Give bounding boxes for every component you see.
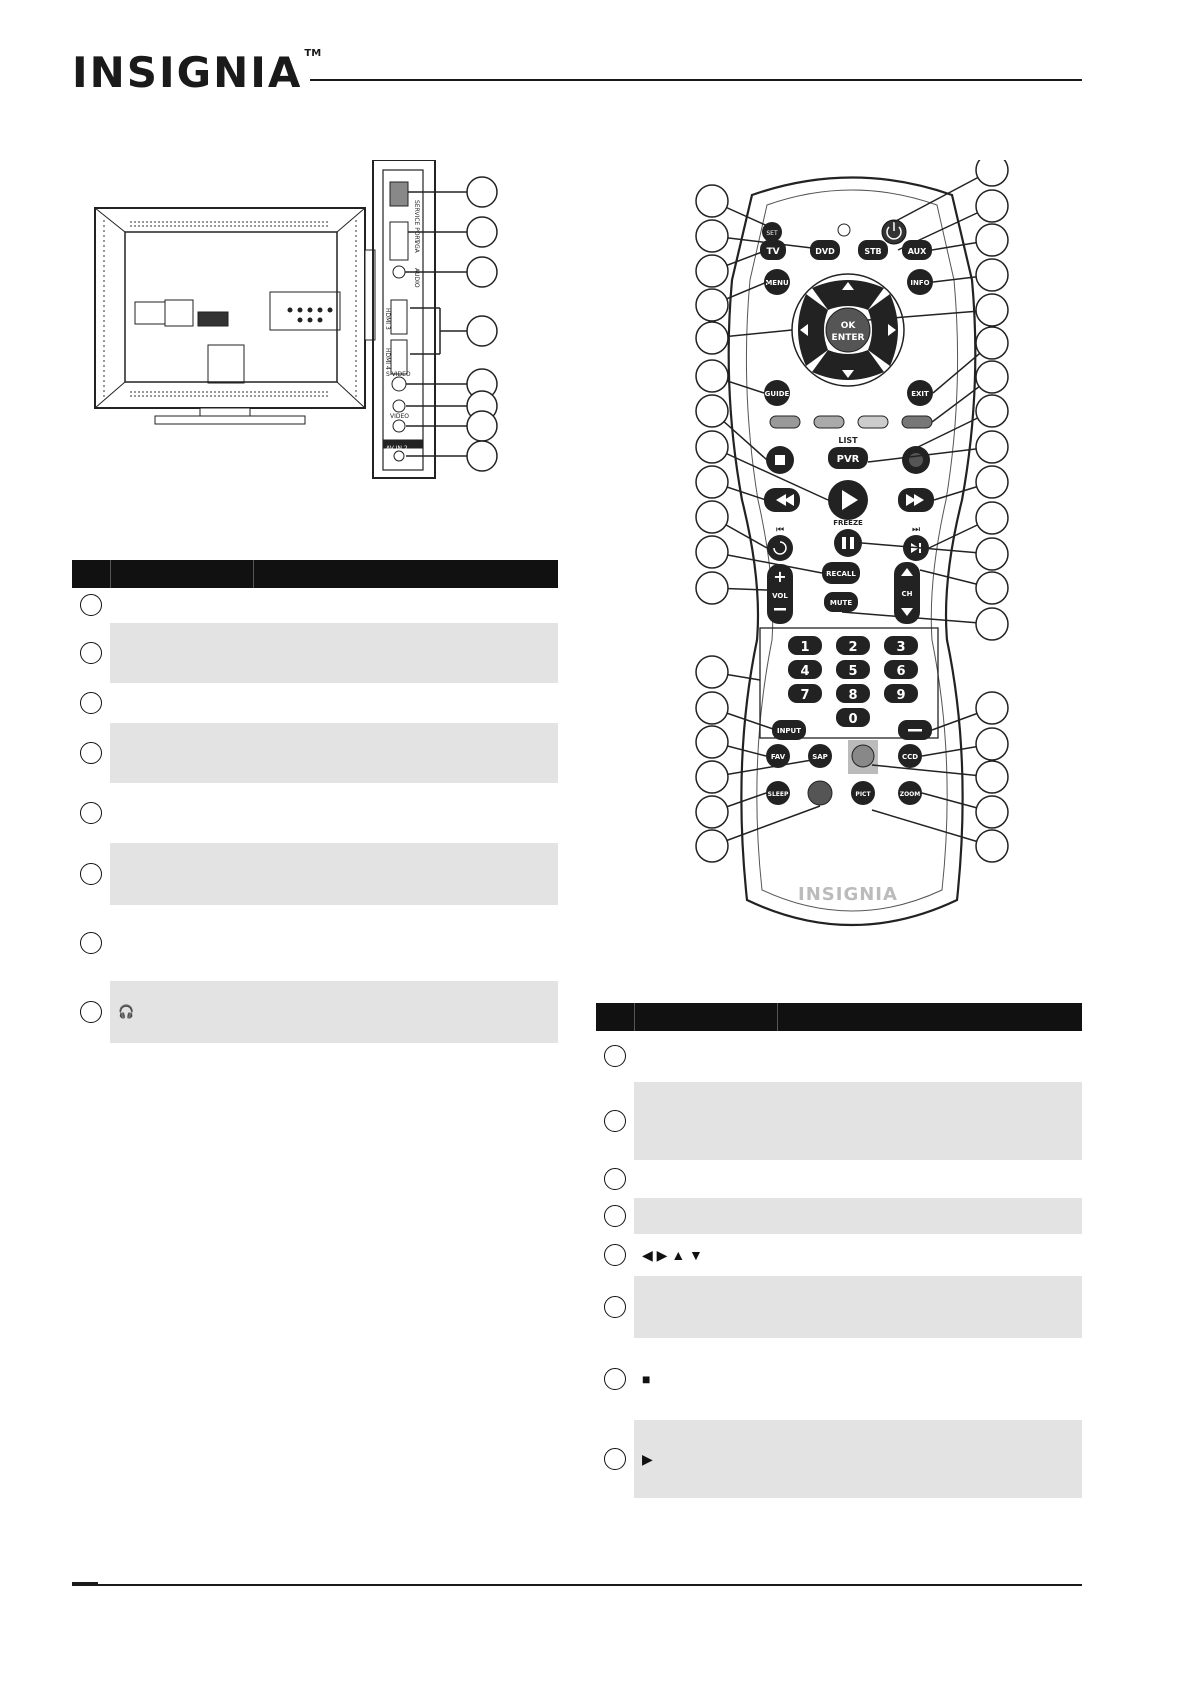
callout-number-cell — [72, 623, 110, 683]
headphone-icon: 🎧 — [118, 1004, 135, 1019]
svg-text:0: 0 — [848, 712, 858, 727]
list-label: LIST — [838, 436, 858, 445]
callout-circle — [976, 361, 1008, 393]
svg-text:4: 4 — [800, 664, 810, 679]
freeze-label: FREEZE — [833, 519, 863, 527]
svg-text:CCD: CCD — [901, 753, 919, 761]
item-label-cell — [634, 1420, 776, 1498]
callout-circle — [976, 692, 1008, 724]
recall-button[interactable] — [822, 562, 860, 584]
enter-label: ENTER — [831, 333, 865, 343]
callout-circle — [80, 742, 102, 764]
item-description-cell — [252, 843, 558, 905]
remote-logo: INSIGNIA — [798, 884, 898, 905]
callout-circle — [80, 594, 102, 616]
color-button-4[interactable] — [902, 416, 932, 428]
item-label-cell — [634, 1276, 776, 1338]
svg-text:7: 7 — [800, 688, 810, 703]
svg-text:5: 5 — [848, 664, 858, 679]
callout-circle — [604, 1110, 626, 1132]
item-label-cell — [110, 906, 252, 980]
side-panel — [373, 160, 435, 478]
table-row — [596, 1161, 1082, 1198]
exit-button[interactable] — [907, 380, 933, 406]
callout-number-cell — [72, 723, 110, 783]
table-row — [596, 1276, 1082, 1339]
digit-8-button[interactable] — [836, 684, 870, 703]
ok-label: OK — [840, 321, 856, 331]
hdmi3-label: HDMI 3 — [384, 308, 391, 330]
digit-4-button[interactable] — [788, 660, 822, 679]
color-button-3[interactable] — [858, 416, 888, 428]
callout-circle — [696, 830, 728, 862]
callout-circle — [696, 220, 728, 252]
svg-text:MUTE: MUTE — [829, 599, 853, 607]
svg-text:SET: SET — [766, 230, 778, 237]
digit-0-button[interactable] — [836, 708, 870, 727]
logo-text: INSIGNIA — [72, 48, 303, 97]
svg-text:STB: STB — [864, 247, 882, 256]
svg-text:PVR: PVR — [836, 454, 860, 465]
callout-circle — [696, 360, 728, 392]
item-description-cell — [776, 1161, 1082, 1197]
callout-circle — [604, 1045, 626, 1067]
svg-text:ZOOM: ZOOM — [899, 791, 921, 798]
table-row — [72, 784, 558, 843]
callout-circle — [696, 726, 728, 758]
svideo-label: S-VIDEO — [386, 371, 411, 378]
table-row — [72, 981, 558, 1044]
table-row — [596, 1235, 1082, 1276]
pause-button[interactable] — [834, 529, 862, 557]
callout-circle — [976, 538, 1008, 570]
info-button[interactable] — [907, 269, 933, 295]
stb-button[interactable] — [858, 240, 888, 260]
callout-circle — [976, 431, 1008, 463]
callout-circle — [696, 796, 728, 828]
item-label-cell — [110, 843, 252, 905]
callout-circle — [696, 185, 728, 217]
svg-text:DVD: DVD — [815, 247, 835, 256]
callout-number-cell — [596, 1420, 634, 1498]
mute-button[interactable] — [824, 592, 858, 612]
skip-back-glyph: ⏮ — [775, 525, 785, 535]
blank-round-button[interactable] — [808, 781, 832, 805]
callout-circle — [80, 932, 102, 954]
item-description-cell — [776, 1031, 1082, 1081]
stop-button[interactable] — [766, 446, 794, 474]
vga-label: VGA — [413, 240, 420, 253]
callout-circle — [976, 761, 1008, 793]
svg-text:6: 6 — [896, 664, 906, 679]
zoom-button[interactable] — [898, 781, 922, 805]
svg-text:1: 1 — [800, 640, 810, 655]
callout-number-cell — [596, 1235, 634, 1275]
record-button[interactable] — [902, 446, 930, 474]
header-rule — [310, 79, 1082, 81]
callout-number-cell — [596, 1198, 634, 1234]
item-description-cell — [252, 723, 558, 783]
digit-7-button[interactable] — [788, 684, 822, 703]
callout-circle — [976, 160, 1008, 186]
callout-circle — [80, 642, 102, 664]
svg-text:PICT: PICT — [855, 791, 871, 798]
power-button[interactable] — [882, 220, 906, 244]
input-button[interactable] — [772, 720, 806, 740]
svg-text:3: 3 — [896, 640, 906, 655]
callout-circle — [604, 1244, 626, 1266]
callout-number-cell — [72, 784, 110, 842]
item-description-cell — [252, 623, 558, 683]
replay-button[interactable] — [767, 535, 793, 561]
table-row — [72, 723, 558, 784]
callout-number-cell — [596, 1031, 634, 1081]
callout-circle — [80, 863, 102, 885]
trademark: TM — [304, 48, 322, 59]
callout-circle — [696, 466, 728, 498]
callout-circle — [976, 294, 1008, 326]
callout-circle — [696, 255, 728, 287]
tv-body — [95, 208, 375, 424]
callout-circle — [696, 692, 728, 724]
callout-circle — [696, 501, 728, 533]
item-description-cell — [776, 1235, 1082, 1275]
svg-text:TV: TV — [766, 247, 780, 257]
av-in2-label: AV IN 2 — [386, 445, 408, 452]
item-symbol: ◀ ▶ ▲ ▼ — [642, 1246, 703, 1263]
rewind-button[interactable] — [764, 488, 800, 512]
menu-button[interactable] — [764, 269, 790, 295]
ccd-button[interactable] — [898, 744, 922, 768]
item-symbol: ■ — [642, 1371, 651, 1387]
item-description-cell — [252, 588, 558, 622]
table-row — [596, 1082, 1082, 1161]
table-header — [72, 560, 558, 588]
tv-back-diagram — [90, 160, 540, 522]
table-row — [72, 588, 558, 623]
callout-number-cell — [596, 1339, 634, 1419]
table-row — [596, 1031, 1082, 1082]
video-label: VIDEO — [390, 413, 410, 420]
callout-circle — [696, 395, 728, 427]
item-label-cell — [110, 684, 252, 722]
item-description-cell — [252, 784, 558, 842]
callout-circle — [604, 1168, 626, 1190]
item-label-cell — [110, 981, 252, 1043]
table-row — [72, 906, 558, 981]
callout-number-cell — [596, 1161, 634, 1197]
color-button-1[interactable] — [770, 416, 800, 428]
item-label-cell — [634, 1198, 776, 1234]
ch-label: CH — [901, 590, 913, 598]
vol-label: VOL — [772, 592, 788, 600]
insignia-logo — [72, 48, 321, 97]
callout-circle — [80, 692, 102, 714]
table-header — [596, 1003, 1082, 1031]
item-label-cell — [634, 1031, 776, 1081]
callout-number-cell — [72, 981, 110, 1043]
callout-circle — [696, 322, 728, 354]
svg-text:MENU: MENU — [765, 279, 789, 287]
callout-circle — [976, 327, 1008, 359]
item-label-cell — [634, 1161, 776, 1197]
color-button-2[interactable] — [814, 416, 844, 428]
dpad[interactable] — [792, 274, 904, 386]
sap-button[interactable] — [808, 744, 832, 768]
digit-1-button[interactable] — [788, 636, 822, 655]
callout-circle — [604, 1296, 626, 1318]
callout-circle — [604, 1448, 626, 1470]
callout-number-cell — [596, 1276, 634, 1338]
service-port-label: SERVICE PORT — [413, 200, 420, 243]
svg-text:EXIT: EXIT — [911, 390, 929, 398]
digit-3-button[interactable] — [884, 636, 918, 655]
item-label-cell — [110, 723, 252, 783]
svg-text:GUIDE: GUIDE — [764, 390, 790, 398]
callout-circle — [976, 259, 1008, 291]
callout-number-cell — [72, 843, 110, 905]
dash-button[interactable] — [898, 720, 932, 740]
ir-led — [838, 224, 850, 236]
callout-circle — [976, 572, 1008, 604]
callout-circle — [696, 572, 728, 604]
digit-9-button[interactable] — [884, 684, 918, 703]
digit-6-button[interactable] — [884, 660, 918, 679]
item-description-cell — [252, 684, 558, 722]
item-label-cell — [110, 784, 252, 842]
callout-circle — [80, 802, 102, 824]
tv-back-table — [72, 560, 558, 1044]
callout-number-cell — [596, 1082, 634, 1160]
footer-rule — [72, 1584, 1082, 1586]
callout-circle — [976, 395, 1008, 427]
backlight-button[interactable] — [852, 745, 874, 767]
item-label-cell — [110, 623, 252, 683]
item-label-cell — [634, 1235, 776, 1275]
svg-text:INFO: INFO — [910, 279, 930, 287]
item-description-cell — [252, 981, 558, 1043]
table-row — [72, 623, 558, 684]
svg-text:INPUT: INPUT — [776, 727, 802, 735]
svg-text:AUX: AUX — [907, 247, 927, 256]
remote-diagram — [672, 160, 1032, 945]
svg-text:8: 8 — [848, 688, 858, 703]
remote-table — [596, 1003, 1082, 1499]
item-description-cell — [776, 1420, 1082, 1498]
callout-circle — [976, 502, 1008, 534]
callout-circle — [976, 466, 1008, 498]
sleep-button[interactable] — [766, 781, 790, 805]
svg-text:2: 2 — [848, 640, 858, 655]
callout-circle — [696, 536, 728, 568]
callout-circle — [696, 431, 728, 463]
fast-forward-button[interactable] — [898, 488, 934, 512]
svg-text:+: + — [773, 567, 787, 586]
table-row — [72, 843, 558, 906]
callout-circle — [604, 1368, 626, 1390]
table-row — [596, 1198, 1082, 1235]
vol-rocker[interactable] — [767, 564, 793, 624]
ch-rocker[interactable] — [894, 562, 920, 624]
item-label-cell — [110, 588, 252, 622]
callout-circle — [976, 608, 1008, 640]
callout-circle — [696, 761, 728, 793]
item-description-cell — [776, 1082, 1082, 1160]
table-row — [596, 1420, 1082, 1499]
aux-button[interactable] — [902, 240, 932, 260]
callout-circle — [976, 190, 1008, 222]
svg-text:SAP: SAP — [812, 753, 828, 761]
item-description-cell — [776, 1198, 1082, 1234]
item-description-cell — [776, 1339, 1082, 1419]
table-row — [72, 684, 558, 723]
item-symbol: ▶ — [642, 1450, 653, 1467]
callout-circle — [976, 796, 1008, 828]
table-row — [596, 1339, 1082, 1420]
hdmi4-label: HDMI 4 — [384, 348, 391, 370]
svg-text:RECALL: RECALL — [826, 570, 856, 578]
callout-circle — [976, 224, 1008, 256]
svg-text:9: 9 — [896, 688, 906, 703]
pict-button[interactable] — [851, 781, 875, 805]
skip-forward-glyph: ⏭ — [911, 525, 921, 535]
item-description-cell — [252, 906, 558, 980]
callout-circle — [80, 1001, 102, 1023]
play-button[interactable] — [828, 480, 868, 520]
callout-circle — [976, 830, 1008, 862]
callout-number-cell — [72, 684, 110, 722]
dvd-button[interactable] — [810, 240, 840, 260]
item-label-cell — [634, 1339, 776, 1419]
digit-5-button[interactable] — [836, 660, 870, 679]
item-description-cell — [776, 1276, 1082, 1338]
callout-number-cell — [72, 906, 110, 980]
svg-text:FAV: FAV — [770, 753, 786, 761]
svg-text:SLEEP: SLEEP — [767, 791, 789, 798]
callout-number-cell — [72, 588, 110, 622]
item-label-cell — [634, 1082, 776, 1160]
pvr-button[interactable] — [828, 447, 868, 469]
audio-label: AUDIO — [413, 268, 420, 288]
callout-circle — [696, 656, 728, 688]
callout-circle — [604, 1205, 626, 1227]
guide-button[interactable] — [764, 380, 790, 406]
callout-circle — [976, 728, 1008, 760]
digit-2-button[interactable] — [836, 636, 870, 655]
callout-circle — [696, 289, 728, 321]
